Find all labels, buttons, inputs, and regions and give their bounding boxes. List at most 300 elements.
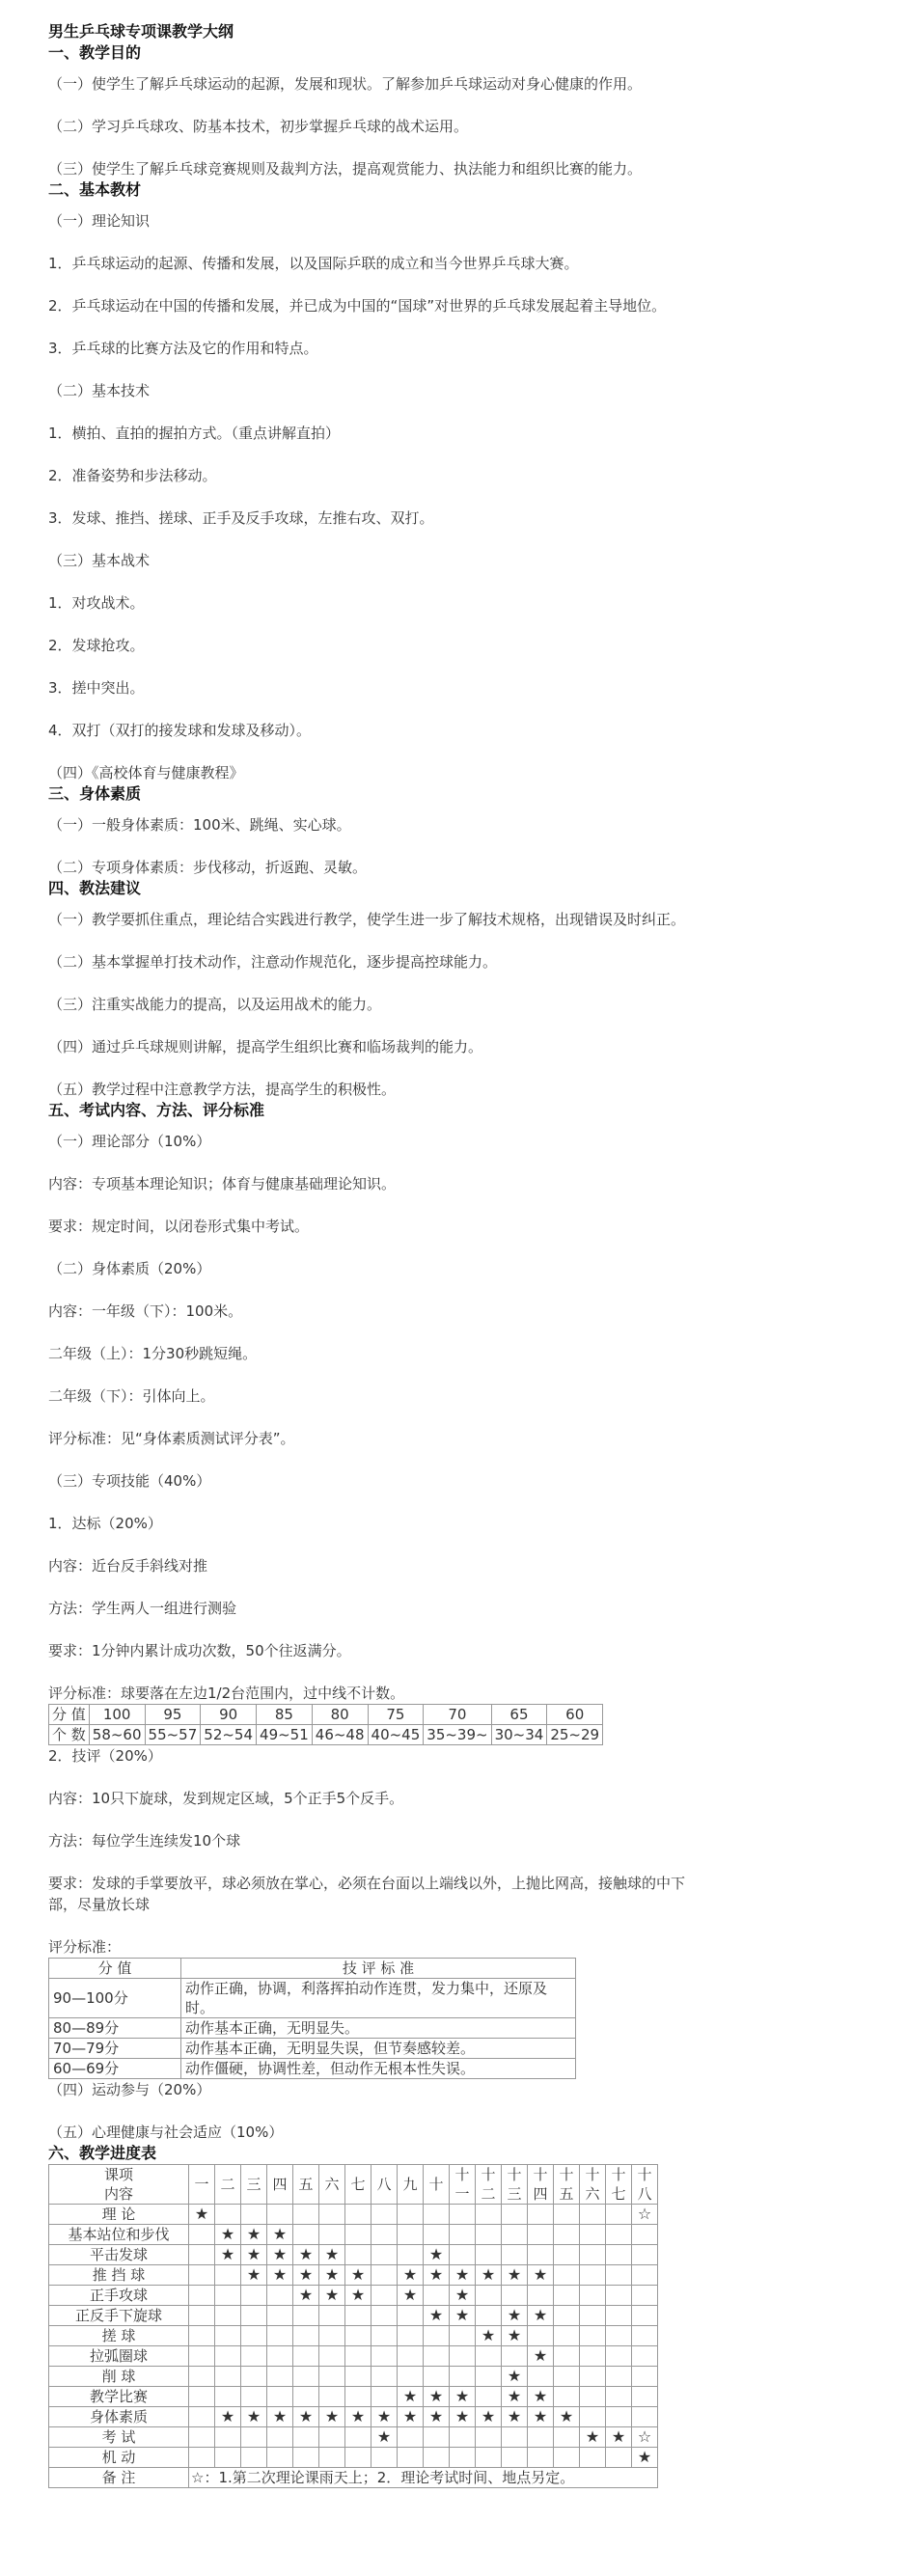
table-cell: [215, 2387, 241, 2407]
week-header: [189, 2165, 215, 2205]
table-cell: 70: [424, 1705, 491, 1725]
star-mark: ★: [554, 2407, 580, 2427]
table-cell: [398, 2448, 424, 2468]
week-label: 十: [533, 2166, 548, 2183]
week-label: 十: [507, 2166, 522, 2183]
table-cell: [476, 2225, 502, 2245]
table-cell: [554, 2427, 580, 2448]
table-cell: [345, 2326, 371, 2346]
theory-item: 3．乒乓球的比赛方法及它的作用和特点。: [48, 340, 318, 357]
table-row: [49, 2468, 658, 2488]
star-mark: ★: [502, 2265, 528, 2286]
table-cell: 58~60: [89, 1725, 145, 1745]
subsection-title: （二）基本技术: [48, 382, 151, 399]
star-mark: ★: [345, 2265, 371, 2286]
table-cell: [580, 2326, 606, 2346]
eval-requirement: 要求：发球的手掌要放平，球必须放在掌心，必须在台面以上端线以外，上抛比网高，接触球的中下: [48, 1875, 686, 1892]
exam-skill-item: 1．达标（20%）: [48, 1515, 162, 1532]
star-mark: ★: [502, 2407, 528, 2427]
star-mark: ★: [450, 2265, 476, 2286]
technique-item: 2．准备姿势和步法移动。: [48, 467, 217, 484]
table-cell: [371, 2346, 398, 2367]
table-cell: [189, 2346, 215, 2367]
table-cell: [424, 2448, 450, 2468]
table-cell: [528, 2245, 554, 2265]
star-mark: ★: [450, 2407, 476, 2427]
week-label: 十: [637, 2166, 652, 2183]
week-label: 三: [246, 2176, 261, 2193]
week-label: 一: [454, 2185, 470, 2203]
star-mark: ★: [293, 2265, 319, 2286]
theory-item: 1．乒乓球运动的起源、传播和发展，以及国际乒联的成立和当今世界乒乓球大赛。: [48, 255, 579, 272]
week-label: 三: [507, 2185, 522, 2203]
table-cell: [424, 2367, 450, 2387]
star-mark: ★: [398, 2407, 424, 2427]
table-cell: [293, 2326, 319, 2346]
table-cell: [632, 2245, 658, 2265]
star-mark: ★: [424, 2306, 450, 2326]
table-cell: [580, 2225, 606, 2245]
table-cell: [267, 2367, 293, 2387]
table-cell: [528, 2367, 554, 2387]
row-label: 机 动: [49, 2448, 189, 2468]
table-cell: [580, 2346, 606, 2367]
table-cell: [632, 2326, 658, 2346]
table-cell: [398, 2427, 424, 2448]
table-cell: [502, 2225, 528, 2245]
table-row: [49, 2245, 658, 2265]
table-cell: [345, 2245, 371, 2265]
mental-health-item: （五）心理健康与社会适应（10%）: [48, 2124, 284, 2141]
table-cell: 80: [312, 1705, 368, 1725]
table-cell: 100: [89, 1705, 145, 1725]
table-cell: 80—89分: [49, 2018, 181, 2039]
table-cell: [267, 2306, 293, 2326]
table-cell: [580, 2448, 606, 2468]
table-cell: [267, 2205, 293, 2225]
participation-item: （四）运动参与（20%）: [48, 2081, 211, 2098]
table-row: [49, 2346, 658, 2367]
star-mark: ★: [632, 2448, 658, 2468]
table-cell: [606, 2225, 632, 2245]
week-label: 九: [402, 2176, 418, 2193]
fitness-item: （一）一般身体素质：100米、跳绳、实心球。: [48, 816, 351, 834]
table-cell: [580, 2367, 606, 2387]
week-label: 二: [220, 2176, 235, 2193]
table-cell: [580, 2286, 606, 2306]
table-cell: [293, 2205, 319, 2225]
table-cell: [528, 2286, 554, 2306]
table-cell: [215, 2286, 241, 2306]
table-cell: [632, 2407, 658, 2427]
table-row: [49, 2448, 658, 2468]
table-cell: [345, 2346, 371, 2367]
table-cell: 30~34: [491, 1725, 547, 1745]
row-label: 教学比赛: [49, 2387, 189, 2407]
table-cell: [371, 2448, 398, 2468]
table-cell: [215, 2448, 241, 2468]
week-header: [241, 2165, 267, 2205]
table-cell: [476, 2286, 502, 2306]
table-cell: [528, 2205, 554, 2225]
table-cell: [241, 2427, 267, 2448]
table-cell: 分 值: [49, 1705, 90, 1725]
star-mark: ★: [345, 2407, 371, 2427]
star-mark: ★: [371, 2407, 398, 2427]
star-mark: ★: [424, 2387, 450, 2407]
week-label: 八: [637, 2185, 652, 2203]
table-cell: [215, 2427, 241, 2448]
table-cell: [371, 2205, 398, 2225]
table-cell: [319, 2387, 345, 2407]
section-heading-exam: 五、考试内容、方法、评分标准: [48, 1101, 265, 1119]
star-mark: ★: [241, 2265, 267, 2286]
table-cell: [450, 2346, 476, 2367]
table-row: [49, 2326, 658, 2346]
star-mark: ★: [319, 2286, 345, 2306]
table-cell: [554, 2448, 580, 2468]
week-label: 十: [428, 2176, 444, 2193]
week-label: 十: [481, 2166, 496, 2183]
table-cell: [502, 2448, 528, 2468]
table-row: [49, 1979, 576, 2018]
table-cell: [371, 2286, 398, 2306]
section-heading-schedule: 六、教学进度表: [48, 2144, 157, 2162]
exam-theory-requirement: 要求：规定时间，以闭卷形式集中考试。: [48, 1218, 310, 1235]
table-cell: [476, 2448, 502, 2468]
week-label: 十: [585, 2166, 600, 2183]
goal-item: （一）使学生了解乒乓球运动的起源，发展和现状。了解参加乒乓球运动对身心健康的作用。: [48, 75, 643, 93]
week-label: 八: [376, 2176, 392, 2193]
subsection-title: （三）基本战术: [48, 552, 151, 569]
table-cell: [554, 2205, 580, 2225]
document-title: 男生乒乓球专项课教学大纲: [48, 22, 234, 41]
table-cell: 90—100分: [49, 1979, 181, 2018]
eval-requirement: 部，尽量放长球: [48, 1896, 151, 1913]
eval-item: 方法：每位学生连续发10个球: [48, 1832, 241, 1850]
star-mark: ★: [606, 2427, 632, 2448]
teaching-item: （二）基本掌握单打技术动作，注意动作规范化，逐步提高控球能力。: [48, 953, 498, 971]
hollow-star-mark: ☆: [632, 2427, 658, 2448]
table-cell: [476, 2205, 502, 2225]
week-header: [267, 2165, 293, 2205]
table-cell: 65: [491, 1705, 547, 1725]
table-cell: 25~29: [547, 1725, 603, 1745]
table-cell: [319, 2346, 345, 2367]
table-cell: [319, 2427, 345, 2448]
table-cell: [189, 2407, 215, 2427]
exam-physical-item: 评分标准：见“身体素质测试评分表”。: [48, 1430, 295, 1447]
table-cell: 95: [145, 1705, 201, 1725]
star-mark: ★: [293, 2245, 319, 2265]
week-label: 四: [533, 2185, 548, 2203]
table-cell: [580, 2205, 606, 2225]
table-cell: [554, 2387, 580, 2407]
header-label-bottom: 内容: [103, 2185, 133, 2203]
table-cell: [189, 2286, 215, 2306]
table-cell: [345, 2427, 371, 2448]
table-cell: [632, 2306, 658, 2326]
star-mark: ★: [241, 2407, 267, 2427]
row-label: 削 球: [49, 2367, 189, 2387]
week-header: [319, 2165, 345, 2205]
table-cell: [319, 2367, 345, 2387]
table-cell: [267, 2326, 293, 2346]
star-mark: ★: [215, 2407, 241, 2427]
table-cell: [215, 2326, 241, 2346]
table-cell: [189, 2326, 215, 2346]
week-header: [371, 2165, 398, 2205]
table-cell: [345, 2225, 371, 2245]
table-cell: [241, 2346, 267, 2367]
star-mark: ★: [580, 2427, 606, 2448]
table-cell: [293, 2225, 319, 2245]
table-cell: 动作基本正确，无明显失误，但节奏感较差。: [181, 2039, 576, 2059]
table-cell: [215, 2346, 241, 2367]
table-cell: [580, 2245, 606, 2265]
table-cell: [424, 2286, 450, 2306]
table-cell: [398, 2205, 424, 2225]
table-cell: [606, 2245, 632, 2265]
section-heading-fitness: 三、身体素质: [48, 784, 142, 803]
table-cell: [241, 2205, 267, 2225]
week-header: [554, 2165, 580, 2205]
tactic-item: 3．搓中突出。: [48, 679, 145, 697]
table-cell: [606, 2346, 632, 2367]
table-cell: [606, 2306, 632, 2326]
star-mark: ★: [267, 2407, 293, 2427]
table-cell: [554, 2326, 580, 2346]
star-mark: ★: [319, 2245, 345, 2265]
row-label: 正反手下旋球: [49, 2306, 189, 2326]
table-row: [49, 2265, 658, 2286]
star-mark: ★: [267, 2265, 293, 2286]
row-label: 推 挡 球: [49, 2265, 189, 2286]
table-cell: [450, 2448, 476, 2468]
star-mark: ★: [215, 2245, 241, 2265]
star-mark: ★: [450, 2306, 476, 2326]
tactic-item: 1．对攻战术。: [48, 594, 145, 612]
table-cell: [293, 2448, 319, 2468]
exam-physical-item: 内容：一年级（下）：100米。: [48, 1302, 243, 1320]
table-cell: [606, 2367, 632, 2387]
teaching-item: （三）注重实战能力的提高，以及运用战术的能力。: [48, 996, 382, 1013]
table-cell: [371, 2245, 398, 2265]
table-cell: [528, 2448, 554, 2468]
row-label: 考 试: [49, 2427, 189, 2448]
exam-theory-content: 内容：专项基本理论知识；体育与健康基础理论知识。: [48, 1175, 397, 1192]
table-cell: [476, 2367, 502, 2387]
technique-item: 3．发球、推挡、搓球、正手及反手攻球，左推右攻、双打。: [48, 509, 434, 527]
star-mark: ★: [424, 2245, 450, 2265]
table-cell: [450, 2427, 476, 2448]
table-cell: [189, 2448, 215, 2468]
theory-item: 2．乒乓球运动在中国的传播和发展，并已成为中国的“国球”对世界的乒乓球发展起着主导地位。: [48, 297, 667, 315]
table-cell: [528, 2427, 554, 2448]
table-cell: 60: [547, 1705, 603, 1725]
table-cell: [554, 2286, 580, 2306]
star-mark: ★: [398, 2265, 424, 2286]
table-cell: [606, 2205, 632, 2225]
table-cell: [450, 2367, 476, 2387]
table-cell: [450, 2245, 476, 2265]
row-label: 基本站位和步伐: [49, 2225, 189, 2245]
table-cell: [554, 2306, 580, 2326]
week-header: [450, 2165, 476, 2205]
table-cell: [606, 2326, 632, 2346]
table-cell: [241, 2448, 267, 2468]
table-cell: [632, 2367, 658, 2387]
star-mark: ★: [215, 2225, 241, 2245]
section-heading-materials: 二、基本教材: [48, 180, 142, 199]
table-cell: [476, 2346, 502, 2367]
table-cell: [371, 2225, 398, 2245]
tactic-item: 2．发球抢攻。: [48, 637, 145, 654]
table-row: [49, 1959, 576, 1979]
week-header: [606, 2165, 632, 2205]
score-note: 评分标准：球要落在左边1/2台范围内，过中线不计数。: [48, 1685, 405, 1702]
star-mark: ★: [398, 2286, 424, 2306]
row-label: 正手攻球: [49, 2286, 189, 2306]
star-mark: ★: [528, 2265, 554, 2286]
teaching-item: （一）教学要抓住重点，理论结合实践进行教学，使学生进一步了解技术规格，出现错误及时纠正。: [48, 911, 686, 928]
table-cell: [632, 2225, 658, 2245]
table-row: [49, 2205, 658, 2225]
table-cell: 75: [368, 1705, 424, 1725]
table-cell: 60—69分: [49, 2059, 181, 2079]
table-cell: [424, 2225, 450, 2245]
table-cell: [554, 2225, 580, 2245]
table-cell: 70—79分: [49, 2039, 181, 2059]
table-cell: [528, 2225, 554, 2245]
star-mark: ★: [241, 2245, 267, 2265]
star-mark: ★: [371, 2427, 398, 2448]
table-row: [49, 2306, 658, 2326]
star-mark: ★: [502, 2387, 528, 2407]
table-cell: 动作基本正确，无明显失。: [181, 2018, 576, 2039]
table-cell: [345, 2367, 371, 2387]
star-mark: ★: [528, 2306, 554, 2326]
tech-criteria-label: 评分标准：: [48, 1938, 122, 1956]
table-cell: 40~45: [368, 1725, 424, 1745]
table-row: [49, 2225, 658, 2245]
week-label: 五: [559, 2185, 574, 2203]
table-cell: [554, 2367, 580, 2387]
table-cell: [371, 2306, 398, 2326]
table-cell: [398, 2367, 424, 2387]
star-mark: ★: [528, 2407, 554, 2427]
table-cell: [189, 2265, 215, 2286]
exam-physical-item: 二年级（下）：引体向上。: [48, 1387, 215, 1405]
table-cell: [476, 2306, 502, 2326]
star-mark: ★: [424, 2265, 450, 2286]
star-mark: ★: [528, 2346, 554, 2367]
table-cell: [580, 2387, 606, 2407]
table-cell: [502, 2346, 528, 2367]
row-label: 身体素质: [49, 2407, 189, 2427]
teaching-item: （五）教学过程中注意教学方法，提高学生的积极性。: [48, 1081, 397, 1098]
table-cell: [398, 2326, 424, 2346]
table-cell: [424, 2427, 450, 2448]
table-cell: [215, 2306, 241, 2326]
table-cell: [267, 2448, 293, 2468]
table-cell: [241, 2367, 267, 2387]
table-cell: [371, 2387, 398, 2407]
star-mark: ★: [502, 2367, 528, 2387]
star-mark: ★: [293, 2286, 319, 2306]
table-cell: [528, 2326, 554, 2346]
table-cell: [319, 2205, 345, 2225]
star-mark: ★: [502, 2306, 528, 2326]
table-cell: [580, 2306, 606, 2326]
table-cell: [241, 2387, 267, 2407]
row-label: 理 论: [49, 2205, 189, 2225]
section-heading-teaching: 四、教法建议: [48, 879, 142, 897]
table-header: [49, 2165, 189, 2205]
table-cell: [189, 2306, 215, 2326]
table-cell: [267, 2387, 293, 2407]
table-cell: [371, 2265, 398, 2286]
row-label: 拉弧圈球: [49, 2346, 189, 2367]
table-cell: [345, 2205, 371, 2225]
week-header: [345, 2165, 371, 2205]
progress-table: [48, 2164, 658, 2488]
week-label: 四: [272, 2176, 288, 2193]
table-cell: [580, 2265, 606, 2286]
week-header: [424, 2165, 450, 2205]
star-mark: ★: [450, 2286, 476, 2306]
table-cell: [293, 2387, 319, 2407]
technique-item: 1．横拍、直拍的握拍方式。（重点讲解直拍）: [48, 425, 341, 442]
row-label: 搓 球: [49, 2326, 189, 2346]
table-cell: [293, 2346, 319, 2367]
table-cell: [189, 2387, 215, 2407]
week-header: [476, 2165, 502, 2205]
star-mark: ★: [476, 2265, 502, 2286]
section-heading-goals: 一、教学目的: [48, 43, 142, 62]
table-cell: [215, 2205, 241, 2225]
goal-item: （三）使学生了解乒乓球竞赛规则及裁判方法，提高观赏能力、执法能力和组织比赛的能力。: [48, 160, 643, 178]
table-cell: [632, 2286, 658, 2306]
table-cell: [189, 2427, 215, 2448]
exam-physical-item: 二年级（上）：1分30秒跳短绳。: [48, 1345, 258, 1362]
table-cell: [502, 2205, 528, 2225]
week-label: 六: [324, 2176, 340, 2193]
star-mark: ★: [267, 2245, 293, 2265]
week-header: [580, 2165, 606, 2205]
star-mark: ★: [345, 2286, 371, 2306]
fitness-item: （二）专项身体素质：步伐移动，折返跑、灵敏。: [48, 859, 368, 876]
table-cell: [502, 2286, 528, 2306]
table-cell: 动作僵硬，协调性差，但动作无根本性失误。: [181, 2059, 576, 2079]
table-cell: [293, 2306, 319, 2326]
tech-criteria-table: [48, 1958, 576, 2079]
table-cell: [580, 2407, 606, 2427]
textbook-item: （四）《高校体育与健康教程》: [48, 764, 244, 781]
table-cell: [606, 2448, 632, 2468]
table-row: [49, 1705, 603, 1725]
table-cell: [345, 2387, 371, 2407]
table-cell: [371, 2367, 398, 2387]
star-mark: ★: [189, 2205, 215, 2225]
table-cell: [424, 2205, 450, 2225]
table-cell: [606, 2407, 632, 2427]
table-header: 技 评 标 准: [181, 1959, 576, 1979]
table-cell: [398, 2306, 424, 2326]
table-row: [49, 2387, 658, 2407]
star-mark: ★: [476, 2407, 502, 2427]
star-mark: ★: [241, 2225, 267, 2245]
